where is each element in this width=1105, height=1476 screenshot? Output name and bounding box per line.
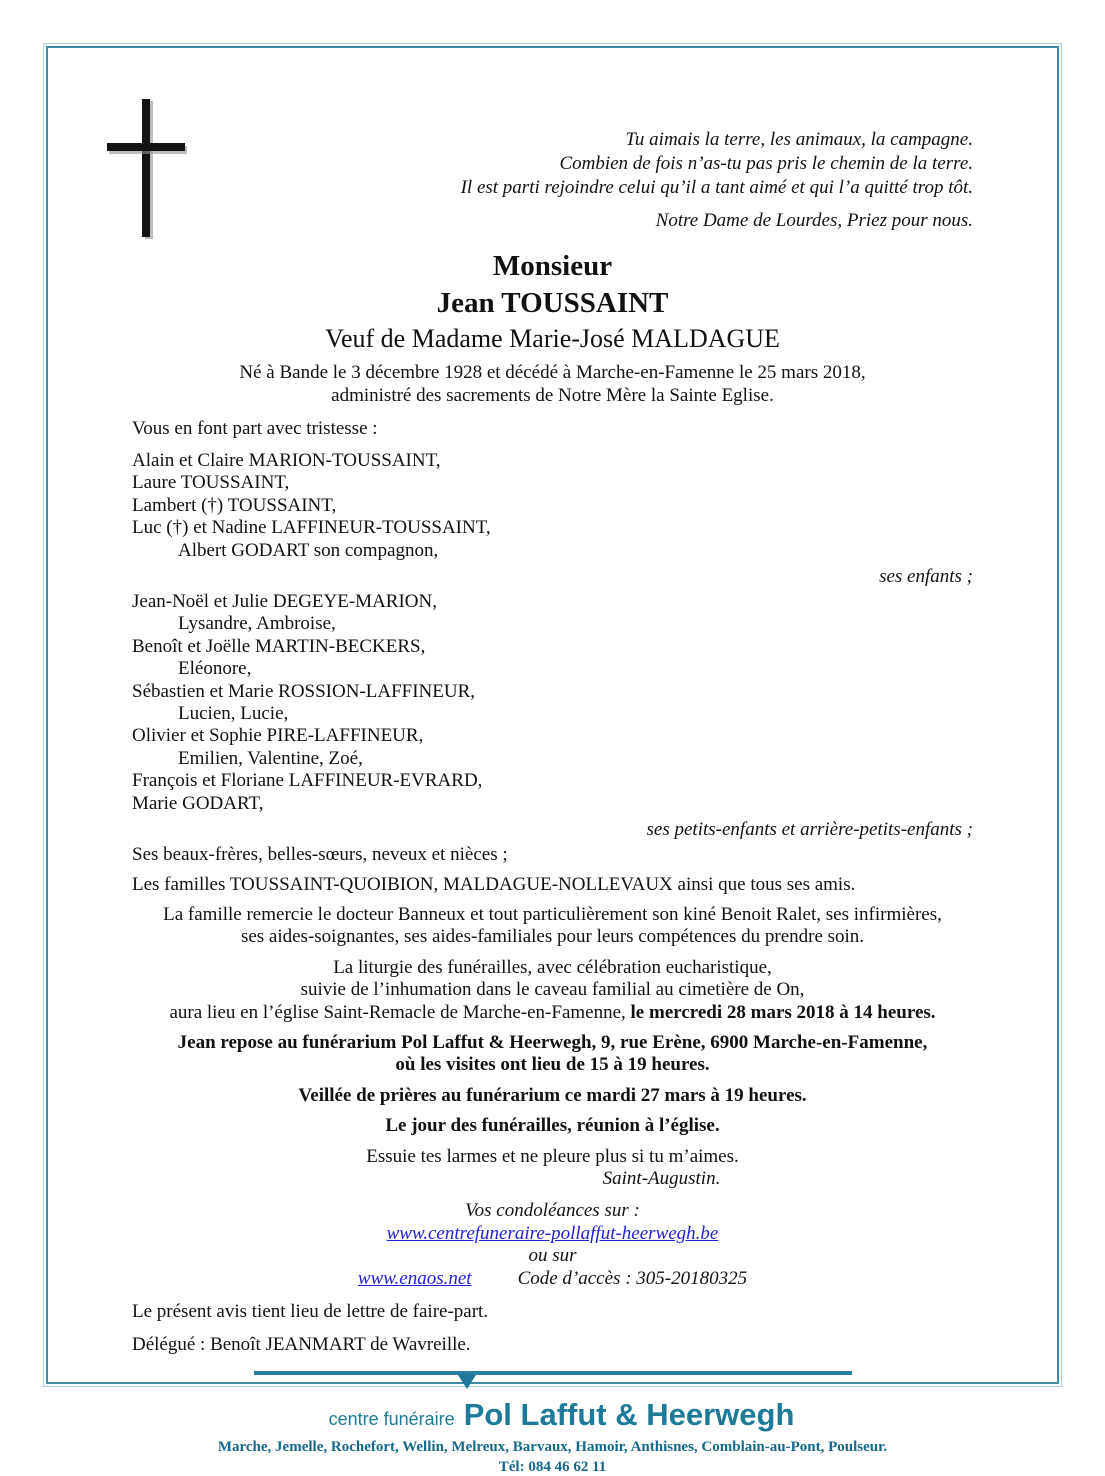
family-member-line: Marie GODART, [132, 792, 264, 814]
closing-quote-block [132, 1146, 973, 1191]
announcement-intro: Vous en font part avec tristesse : [132, 418, 378, 439]
birth-death-line: Né à Bande le 3 décembre 1928 et décédé à Marche-en-Famenne le 25 mars 2018, [239, 362, 866, 383]
memorial-quote-line: Tu aimais la terre, les animaux, la campagne. [625, 129, 973, 150]
children-list [132, 450, 973, 562]
children-caption: ses enfants ; [879, 566, 973, 588]
thanks-line: La famille remercie le docteur Banneux et tout particulièrement son kiné Benoit Ralet, ses infirmières, [163, 903, 942, 925]
liturgy-paragraph [132, 957, 973, 1024]
vigil-line: Veillée de prières au funérarium ce mardi 27 mars à 19 heures. [298, 1084, 807, 1106]
funeral-datetime: le mercredi 28 mars 2018 à 14 heures. [630, 1001, 936, 1023]
liturgy-line: suivie de l’inhumation dans le caveau familial au cimetière de On, [300, 979, 805, 1001]
birth-death-line: administré des sacrements de Notre Mère la Sainte Eglise. [331, 385, 774, 406]
family-member-line: Lucien, Lucie, [178, 703, 289, 725]
footer-locations: Marche, Jemelle, Rochefort, Wellin, Melreux, Barvaux, Hamoir, Anthisnes, Comblain-au-Pont, Poulseur. [217, 1439, 888, 1455]
birth-death-block [132, 361, 973, 407]
family-member-line: Jean-Noël et Julie DEGEYE-MARION, [132, 591, 437, 613]
repose-line: où les visites ont lieu de 15 à 19 heures. [395, 1054, 710, 1076]
faire-part-notice: Le présent avis tient lieu de lettre de faire-part. [132, 1301, 489, 1322]
reunion-line: Le jour des funérailles, réunion à l’église. [385, 1115, 720, 1137]
family-member-line: Alain et Claire MARION-TOUSSAINT, [132, 450, 441, 471]
memorial-quote-line: Combien de fois n’as-tu pas pris le chemin de la terre. [559, 153, 973, 174]
enaos-website-link[interactable]: www.enaos.net [357, 1267, 472, 1289]
funeral-home-logo [150, 1397, 973, 1433]
cross-horizontal-bar [107, 143, 185, 151]
funeral-home-website-link[interactable]: www.centrefuneraire-pollaffut-heerwegh.be [386, 1222, 719, 1244]
memorial-card [43, 43, 1062, 1475]
repose-line: Jean repose au funérarium Pol Laffut & Heerwegh, 9, rue Erène, 6900 Marche-en-Famenne, [177, 1031, 928, 1053]
family-member-line: François et Floriane LAFFINEUR-EVRARD, [132, 770, 483, 792]
footer-phone: Tél: 084 46 62 11 [498, 1459, 607, 1475]
liturgy-line-normal: aura lieu en l’église Saint-Remacle de Marche-en-Famenne, [169, 1001, 631, 1023]
access-code: Code d’accès : 305-20180325 [517, 1267, 748, 1289]
grandchildren-list [132, 591, 973, 815]
family-member-line: Sébastien et Marie ROSSION-LAFFINEUR, [132, 680, 476, 702]
closing-attribution: Saint-Augustin. [602, 1167, 721, 1189]
memorial-card-inner [46, 46, 1059, 1475]
family-member-line: Lysandre, Ambroise, [178, 613, 336, 635]
family-member-line: Benoît et Joëlle MARTIN-BECKERS, [132, 635, 426, 657]
family-member-line: Laure TOUSSAINT, [132, 472, 290, 494]
family-member-line: Emilien, Valentine, Zoé, [178, 747, 363, 769]
invocation-line: Notre Dame de Lourdes, Priez pour nous. [655, 210, 973, 231]
thanks-paragraph [132, 904, 973, 949]
families-line: Les familles TOUSSAINT-QUOIBION, MALDAGUE-NOLLEVAUX ainsi que tous ses amis. [132, 873, 856, 895]
deceased-relation: Veuf de Madame Marie-José MALDAGUE [325, 324, 780, 353]
liturgy-line: La liturgie des funérailles, avec célébration eucharistique, [333, 956, 772, 978]
deceased-title-block [132, 248, 973, 356]
liturgy-line [132, 1002, 973, 1024]
grandchildren-caption: ses petits-enfants et arrière-petits-enfants ; [646, 819, 973, 841]
condolences-block [132, 1200, 973, 1290]
condolences-connector: ou sur [528, 1245, 577, 1267]
family-member-line: Eléonore, [178, 658, 252, 680]
family-member-line: Olivier et Sophie PIRE-LAFFINEUR, [132, 725, 424, 747]
relatives-line: Ses beaux-frères, belles-sœurs, neveux et nièces ; [132, 844, 508, 866]
condolences-intro: Vos condoléances sur : [465, 1200, 640, 1222]
triangle-icon [458, 1375, 476, 1389]
memorial-quote-line: Il est parti rejoindre celui qu’il a tant aimé et qui l’a quitté trop tôt. [460, 177, 973, 198]
brand-name-text: Pol Laffut & Heerwegh [464, 1397, 795, 1433]
footer-divider [254, 1371, 852, 1375]
repose-paragraph [132, 1032, 973, 1077]
delegate-line: Délégué : Benoît JEANMART de Wavreille. [132, 1334, 471, 1355]
brand-small-text: centre funéraire [328, 1409, 455, 1429]
family-member-line: Luc (†) et Nadine LAFFINEUR-TOUSSAINT, [132, 517, 491, 539]
memorial-quote [132, 128, 973, 200]
closing-quote: Essuie tes larmes et ne pleure plus si tu m’aimes. [366, 1145, 739, 1167]
family-member-line: Lambert (†) TOUSSAINT, [132, 494, 337, 516]
family-member-line: Albert GODART son compagnon, [178, 539, 439, 561]
thanks-line: ses aides-soignantes, ses aides-familiales pour leurs compétences du prendre soin. [240, 926, 865, 948]
deceased-salutation: Monsieur [492, 250, 613, 282]
cross-vertical-bar [142, 99, 150, 237]
cross-icon [107, 99, 185, 237]
deceased-name: Jean TOUSSAINT [436, 287, 669, 319]
